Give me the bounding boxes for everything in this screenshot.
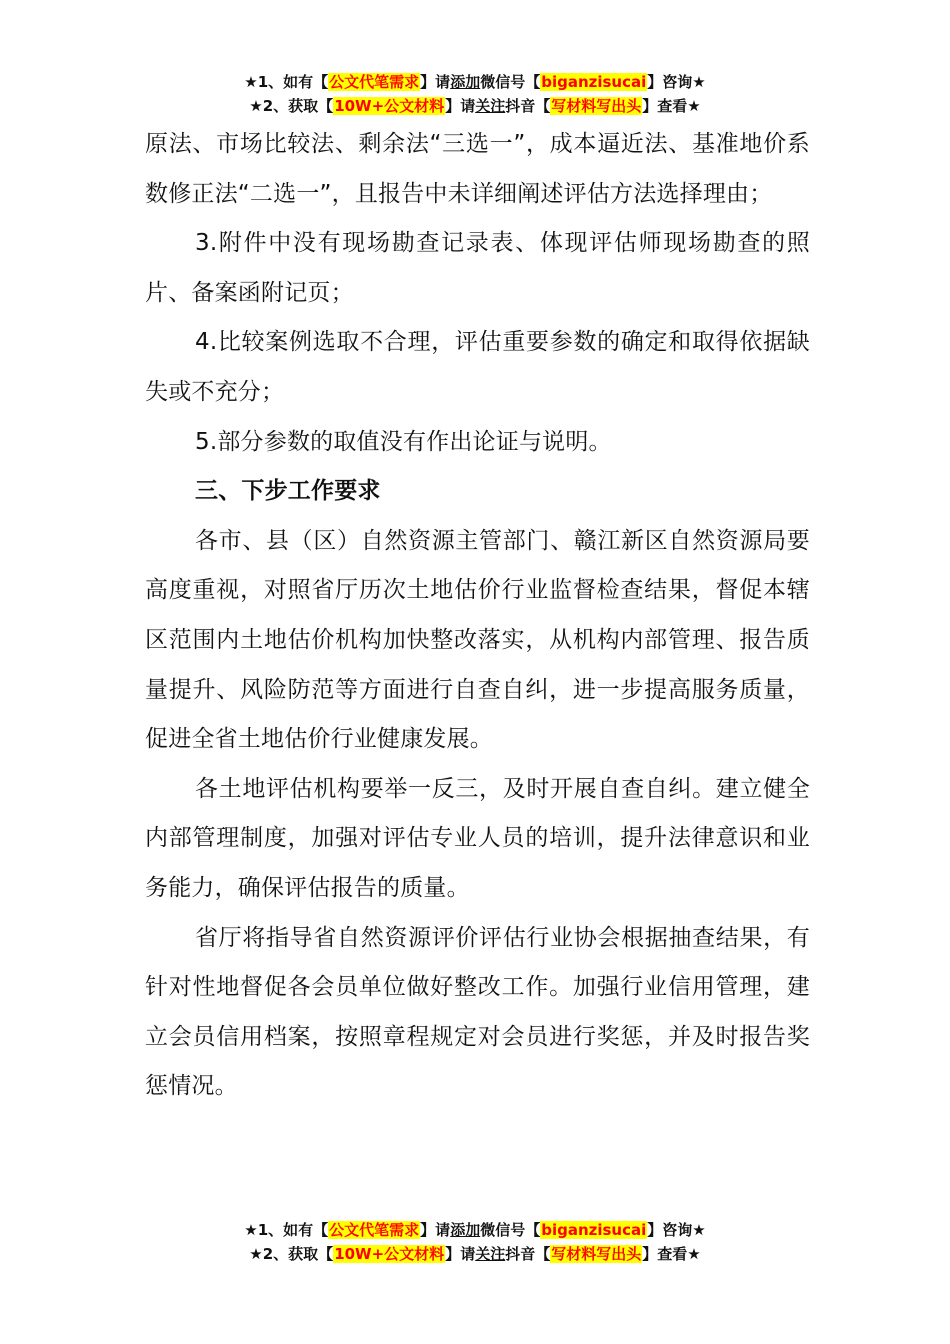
- banner-highlight: biganzisucai: [541, 1221, 647, 1239]
- section-heading: 三、下步工作要求: [195, 478, 381, 505]
- banner-underline: 关注: [475, 97, 506, 115]
- banner-line-2: [0, 94, 950, 118]
- banner-text: ★2、获取【: [249, 1245, 334, 1263]
- banner-text: 】请: [420, 1221, 451, 1239]
- banner-underline: 关注: [475, 1245, 506, 1263]
- banner-text: 微信号【: [480, 73, 541, 91]
- paragraph-continuation: 原法、市场比较法、剩余法“三选一”，成本逼近法、基准地价系数修正法“二选一”，且报告中未详细阐述评估方法选择理由；: [145, 131, 810, 207]
- banner-highlight: 公文代笔需求: [329, 73, 420, 91]
- banner-highlight: biganzisucai: [541, 73, 647, 91]
- paragraph-departments: 各市、县（区）自然资源主管部门、赣江新区自然资源局要高度重视，对照省厅历次土地估价行业监督检查结果，督促本辖区范围内土地估价机构加快整改落实，从机构内部管理、报告质量提升、风险防范等方面进行自查自纠，进一步提高服务质量，促进全省土地估价行业健康发展。: [145, 527, 810, 753]
- banner-text: ★2、获取【: [249, 97, 334, 115]
- banner-text: ★1、如有【: [244, 73, 329, 91]
- banner-text: 】咨询★: [647, 73, 706, 91]
- banner-line-1: [0, 1218, 950, 1242]
- banner-underline: 添加: [450, 73, 481, 91]
- banner-line-1: [0, 70, 950, 94]
- banner-text: ★1、如有【: [244, 1221, 329, 1239]
- list-item-5: 5.部分参数的取值没有作出论证与说明。: [195, 428, 612, 455]
- paragraph-province-office: 省厅将指导省自然资源评价评估行业协会根据抽查结果，有针对性地督促各会员单位做好整改工作。加强行业信用管理，建立会员信用档案，按照章程规定对会员进行奖惩，并及时报告奖惩情况。: [145, 924, 810, 1100]
- list-item-3: 3.附件中没有现场勘查记录表、体现评估师现场勘查的照片、备案函附记页；: [145, 230, 810, 306]
- banner-highlight: 写材料写出头: [551, 1245, 642, 1263]
- document-body: [145, 120, 810, 1112]
- banner-text: 】请: [420, 73, 451, 91]
- banner-text: 抖音【: [505, 97, 551, 115]
- banner-highlight: 10W+公文材料: [334, 97, 445, 115]
- banner-text: 微信号【: [480, 1221, 541, 1239]
- banner-highlight: 写材料写出头: [551, 97, 642, 115]
- banner-text: 】查看★: [642, 97, 701, 115]
- banner-highlight: 10W+公文材料: [334, 1245, 445, 1263]
- footer-banner: [0, 1218, 950, 1266]
- banner-text: 抖音【: [505, 1245, 551, 1263]
- banner-text: 】咨询★: [647, 1221, 706, 1239]
- banner-highlight: 公文代笔需求: [329, 1221, 420, 1239]
- paragraph-agencies: 各土地评估机构要举一反三，及时开展自查自纠。建立健全内部管理制度，加强对评估专业人员的培训，提升法律意识和业务能力，确保评估报告的质量。: [145, 775, 810, 901]
- header-banner: [0, 70, 950, 118]
- banner-line-2: [0, 1242, 950, 1266]
- banner-underline: 添加: [450, 1221, 481, 1239]
- banner-text: 】查看★: [642, 1245, 701, 1263]
- banner-text: 】请: [445, 1245, 476, 1263]
- banner-text: 】请: [445, 97, 476, 115]
- list-item-4: 4.比较案例选取不合理，评估重要参数的确定和取得依据缺失或不充分；: [145, 329, 810, 405]
